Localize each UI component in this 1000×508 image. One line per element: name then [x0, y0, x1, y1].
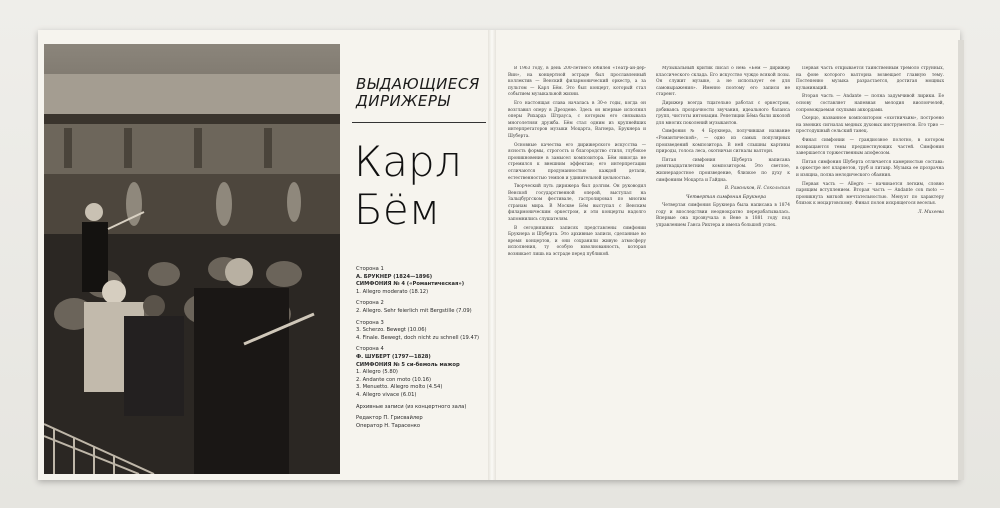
title-divider [352, 122, 486, 123]
liner-paragraph: Первая часть — Allegro — начинается легким, словно парящим вступлением. Вторая часть — Andante con moto — проникнута мягкой мечтательностью. Менуэт по характеру близок к моцартовскому. Финал полон искрящегося веселья. [796, 181, 944, 207]
liner-section-heading: Четвертая симфония Брукнера [686, 194, 766, 200]
liner-notes-column-3 [796, 66, 944, 466]
conductor-last-name: Бём [354, 185, 441, 234]
side4-track: 4. Allegro vivace (6.01) [356, 391, 417, 398]
side3-label: Сторона 3 [356, 319, 384, 326]
liner-paragraph: Четвертая симфония Брукнера была написана в 1874 году и впоследствии неоднократно перерабатывалась. Впервые она прозвучала в Вене в 1881 году под управлением Ганса Рихтера и имела большой успех. [656, 203, 790, 229]
liner-paragraph: Музыкальный критик писал о нем: «Бём — дирижер классического склада. Его искусство чуждо всякой позы. Он служит музыке, а не использует ее для самовыражения». Именно поэтому его записи не стареют. [656, 66, 790, 98]
side2-label: Сторона 2 [356, 300, 384, 307]
side1-track: 1. Allegro moderato (18.12) [356, 288, 429, 295]
program-list [356, 266, 486, 430]
liner-paragraph: В сегодняшних записях представлены симфонии Брукнера и Шуберта. Это архивные записи, сделанные во время концертов, и они сохранили живую атмосферу исполнения, ту особую взволнованность, которая возникает лишь на эстраде перед публикой. [508, 225, 646, 258]
side4-track: 1. Allegro (5.80) [356, 369, 398, 376]
engineer-credit: Оператор Н. Тарасенко [356, 422, 421, 429]
series-title-line1: ВЫДАЮЩИЕСЯ [356, 75, 480, 93]
conductor-name [354, 138, 494, 234]
liner-paragraph: Симфония № 4 Брукнера, получившая название «Романтической», — одно из самых популярных произведений композитора. В ней слышны картины природы, голоса леса, охотничьи сигналы валторн. [656, 129, 790, 155]
liner-paragraph: Вторая часть — Andante — полна задумчивой лирики. Ее основу составляет напевная мелодия виолончелей, сопровождаемая скупыми аккордами. [796, 94, 944, 113]
editor-credit: Редактор П. Грисвайлер [356, 415, 423, 422]
series-title [356, 76, 486, 110]
side1-composer: А. БРУКНЕР (1824—1896) [356, 273, 433, 280]
side2-track: 2. Allegro. Sehr feierlich mit Bergstille (7.09) [356, 307, 472, 314]
side4-track: 3. Menuetto. Allegro molto (4.54) [356, 384, 443, 391]
orchestra-photo [44, 44, 340, 474]
side4-composer: Ф. ШУБЕРТ (1797—1828) [356, 353, 431, 360]
series-title-line2: ДИРИЖЕРЫ [356, 92, 451, 110]
sleeve-edge [958, 40, 964, 480]
liner-paragraph: Его настоящая слава началась в 30-е годы, когда он возглавил оперу в Дрездене. Здесь он впервые исполнил оперы Рихарда Штрауса, с которым его связывала многолетняя дружба. Бём стал одним из крупнейших интерпретаторов музыки Моцарта, Вагнера, Брукнера и Шуберта. [508, 100, 646, 139]
liner-notes-column-1 [508, 66, 646, 466]
orchestra-photo-image [44, 44, 340, 474]
liner-author: В. Ражников, Н. Сокольская [724, 186, 790, 192]
liner-notes-column-2 [656, 66, 790, 466]
side4-work: СИМФОНИЯ № 5 си-бемоль мажор [356, 361, 460, 368]
liner-paragraph: Основные качества его дирижерского искусства — ясность формы, строгость и благородство стиля, глубокое проникновение в замысел композитора. Бём никогда не стремился к внешним эффектам; его интерпретации отличаются продуманностью каждой детали, естественностью темпов и удивительной цельностью. [508, 142, 646, 181]
side3-track: 4. Finale. Bewegt, doch nicht zu schnell (19.47) [356, 334, 480, 341]
side1-label: Сторона 1 [356, 266, 384, 272]
side4-label: Сторона 4 [356, 346, 384, 353]
side3-track: 3. Scherzo. Bewegt (10.06) [356, 327, 427, 334]
recording-note: Архивные записи (из концертного зала) [356, 403, 467, 410]
side4-track: 2. Andante con moto (10.16) [356, 376, 432, 383]
liner-paragraph: Финал симфонии — грандиозное полотно, в котором возвращаются темы предшествующих частей. Симфония завершается торжественным апофеозом. [796, 137, 944, 157]
liner-paragraph: Пятая симфония Шуберта отличается камерностью состава: в оркестре нет кларнетов, труб и литавр. Музыка ее прозрачна и изящна, полна мелодического обаяния. [796, 159, 944, 178]
liner-paragraph: Пятая симфония Шуберта написана девятнадцатилетним композитором. Это светлое, жизнерадостное произведение, близкое по духу к симфониям Моцарта и Гайдна. [656, 157, 790, 183]
liner-paragraph: Творческий путь дирижера был долгим. Он руководил Венской государственной оперой, выступал на Зальцбургском фестивале, гастролировал по многим странам мира. В Москве Бём выступал с Венским филармоническим оркестром, и эти концерты надолго запомнились слушателям. [508, 184, 646, 223]
sleeve-fold [488, 30, 496, 480]
liner-paragraph: Дирижер всегда тщательно работал с оркестром, добиваясь прозрачности звучания, идеального баланса групп, чистоты интонации. Репетиции Бёма были школой для многих поколений музыкантов. [656, 100, 790, 126]
side1-work: СИМФОНИЯ № 4 («Романтическая») [356, 281, 465, 288]
liner-paragraph: Скерцо, названное композитором «охотничьим», построено на звонких сигналах медных духовых инструментов. Его трио — простодушный сельский танец. [796, 116, 944, 135]
conductor-first-name: Карл [354, 137, 462, 186]
liner-paragraph: Первая часть открывается таинственным тремоло струнных, на фоне которого валторна возвещает главную тему. Постепенно музыка разрастается, достигая мощных кульминаций. [796, 66, 944, 91]
liner-paragraph: В 1963 году, в день 200-летнего юбилея «Театр-ан-дер-Вин», на концертной эстраде был прославленный коллектив — Венский филармонический оркестр, а за пультом — Карл Бём. Это был концерт, который стал событием музыкальной жизни. [508, 66, 646, 98]
liner-author: Л. Михеева [917, 209, 944, 215]
